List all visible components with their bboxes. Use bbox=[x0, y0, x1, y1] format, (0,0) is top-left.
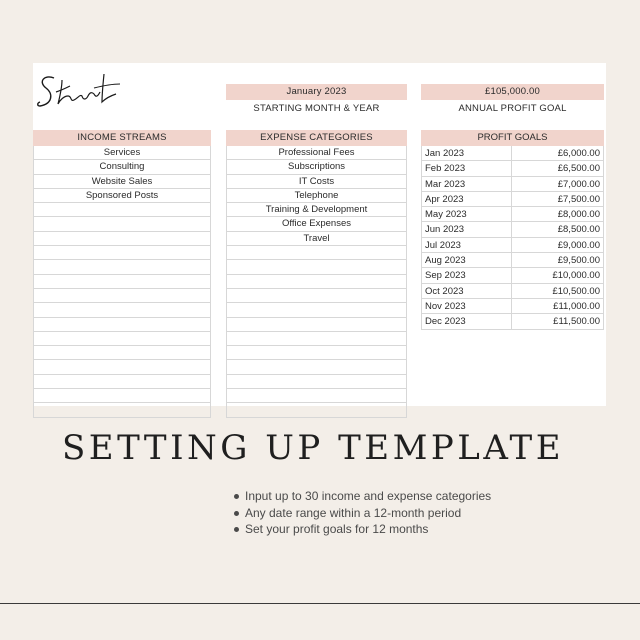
income-row[interactable] bbox=[34, 289, 210, 303]
income-row[interactable] bbox=[34, 275, 210, 289]
expense-row[interactable] bbox=[227, 303, 406, 317]
expense-row[interactable] bbox=[227, 346, 406, 360]
profit-row bbox=[421, 207, 604, 222]
page-title: SETTING UP TEMPLATE bbox=[62, 428, 565, 468]
expense-categories-column bbox=[226, 130, 407, 418]
feature-bullet-list bbox=[230, 488, 491, 538]
profit-month: Feb 2023 bbox=[422, 161, 512, 175]
expense-row[interactable] bbox=[227, 275, 406, 289]
income-row[interactable] bbox=[34, 260, 210, 274]
income-streams-list bbox=[33, 146, 211, 418]
profit-row bbox=[421, 238, 604, 253]
income-row[interactable] bbox=[34, 403, 210, 417]
start-logo bbox=[36, 66, 122, 116]
profit-value[interactable]: £8,000.00 bbox=[557, 209, 600, 221]
profit-value[interactable]: £10,500.00 bbox=[552, 285, 600, 297]
profit-value[interactable]: £7,000.00 bbox=[557, 178, 600, 190]
income-row[interactable] bbox=[34, 303, 210, 317]
income-streams-column bbox=[33, 130, 211, 418]
income-row[interactable]: Services bbox=[34, 146, 210, 160]
income-row[interactable] bbox=[34, 203, 210, 217]
expense-row[interactable] bbox=[227, 332, 406, 346]
income-row[interactable] bbox=[34, 246, 210, 260]
starting-month-value[interactable]: January 2023 bbox=[226, 84, 407, 100]
income-row[interactable] bbox=[34, 318, 210, 332]
annual-profit-goal-label: ANNUAL PROFIT GOAL bbox=[458, 103, 567, 114]
profit-row bbox=[421, 161, 604, 176]
expense-categories-header: EXPENSE CATEGORIES bbox=[226, 130, 407, 146]
income-row[interactable]: Consulting bbox=[34, 160, 210, 174]
start-script-logo-icon bbox=[36, 66, 122, 116]
income-row[interactable] bbox=[34, 217, 210, 231]
expense-row[interactable] bbox=[227, 360, 406, 374]
profit-value[interactable]: £11,500.00 bbox=[553, 316, 600, 328]
profit-row bbox=[421, 192, 604, 207]
expense-row[interactable]: IT Costs bbox=[227, 175, 406, 189]
income-row[interactable] bbox=[34, 232, 210, 246]
profit-value[interactable]: £6,000.00 bbox=[557, 148, 600, 159]
profit-month: Sep 2023 bbox=[422, 268, 512, 282]
profit-month: Oct 2023 bbox=[422, 284, 512, 298]
expense-row[interactable]: Office Expenses bbox=[227, 217, 406, 231]
bullet-item: Set your profit goals for 12 months bbox=[230, 521, 491, 538]
profit-goals-table bbox=[421, 130, 604, 330]
expense-row[interactable]: Professional Fees bbox=[227, 146, 406, 160]
bullet-item: Input up to 30 income and expense categories bbox=[230, 488, 491, 505]
expense-row[interactable] bbox=[227, 389, 406, 403]
expense-row[interactable] bbox=[227, 289, 406, 303]
income-row[interactable] bbox=[34, 389, 210, 403]
bullet-item: Any date range within a 12-month period bbox=[230, 505, 491, 522]
profit-goals-header: PROFIT GOALS bbox=[421, 130, 604, 146]
expense-row[interactable] bbox=[227, 260, 406, 274]
profit-row bbox=[421, 146, 604, 161]
income-row[interactable] bbox=[34, 332, 210, 346]
profit-row bbox=[421, 314, 604, 329]
profit-value[interactable]: £9,000.00 bbox=[557, 239, 600, 251]
expense-row[interactable]: Training & Development bbox=[227, 203, 406, 217]
expense-row[interactable]: Subscriptions bbox=[227, 160, 406, 174]
profit-row bbox=[421, 284, 604, 299]
income-row[interactable] bbox=[34, 375, 210, 389]
expense-row[interactable]: Travel bbox=[227, 232, 406, 246]
profit-month: Jan 2023 bbox=[422, 146, 512, 160]
profit-month: Nov 2023 bbox=[422, 299, 512, 313]
expense-row[interactable] bbox=[227, 318, 406, 332]
income-row[interactable] bbox=[34, 346, 210, 360]
profit-row bbox=[421, 253, 604, 268]
income-row[interactable]: Website Sales bbox=[34, 175, 210, 189]
starting-month-label: STARTING MONTH & YEAR bbox=[253, 103, 380, 114]
profit-value[interactable]: £7,500.00 bbox=[557, 193, 600, 205]
income-row[interactable] bbox=[34, 360, 210, 374]
income-streams-header: INCOME STREAMS bbox=[33, 130, 211, 146]
profit-month: Jul 2023 bbox=[422, 238, 512, 252]
annual-profit-goal-value[interactable]: £105,000.00 bbox=[421, 84, 604, 100]
profit-value[interactable]: £11,000.00 bbox=[553, 300, 600, 312]
profit-value[interactable]: £9,500.00 bbox=[557, 255, 600, 267]
profit-month: Apr 2023 bbox=[422, 192, 512, 206]
expense-categories-list bbox=[226, 146, 407, 418]
expense-row[interactable]: Telephone bbox=[227, 189, 406, 203]
profit-month: Aug 2023 bbox=[422, 253, 512, 267]
bottom-divider bbox=[0, 603, 640, 604]
profit-value[interactable]: £8,500.00 bbox=[557, 224, 600, 236]
expense-row[interactable] bbox=[227, 403, 406, 417]
profit-value[interactable]: £10,000.00 bbox=[552, 270, 600, 282]
income-row[interactable]: Sponsored Posts bbox=[34, 189, 210, 203]
profit-row bbox=[421, 268, 604, 283]
expense-row[interactable] bbox=[227, 375, 406, 389]
profit-row bbox=[421, 177, 604, 192]
profit-month: Dec 2023 bbox=[422, 314, 512, 328]
profit-month: Jun 2023 bbox=[422, 222, 512, 236]
profit-row bbox=[421, 299, 604, 314]
profit-month: May 2023 bbox=[422, 207, 512, 221]
profit-month: Mar 2023 bbox=[422, 177, 512, 191]
expense-row[interactable] bbox=[227, 246, 406, 260]
profit-value[interactable]: £6,500.00 bbox=[557, 163, 600, 175]
profit-row bbox=[421, 222, 604, 237]
